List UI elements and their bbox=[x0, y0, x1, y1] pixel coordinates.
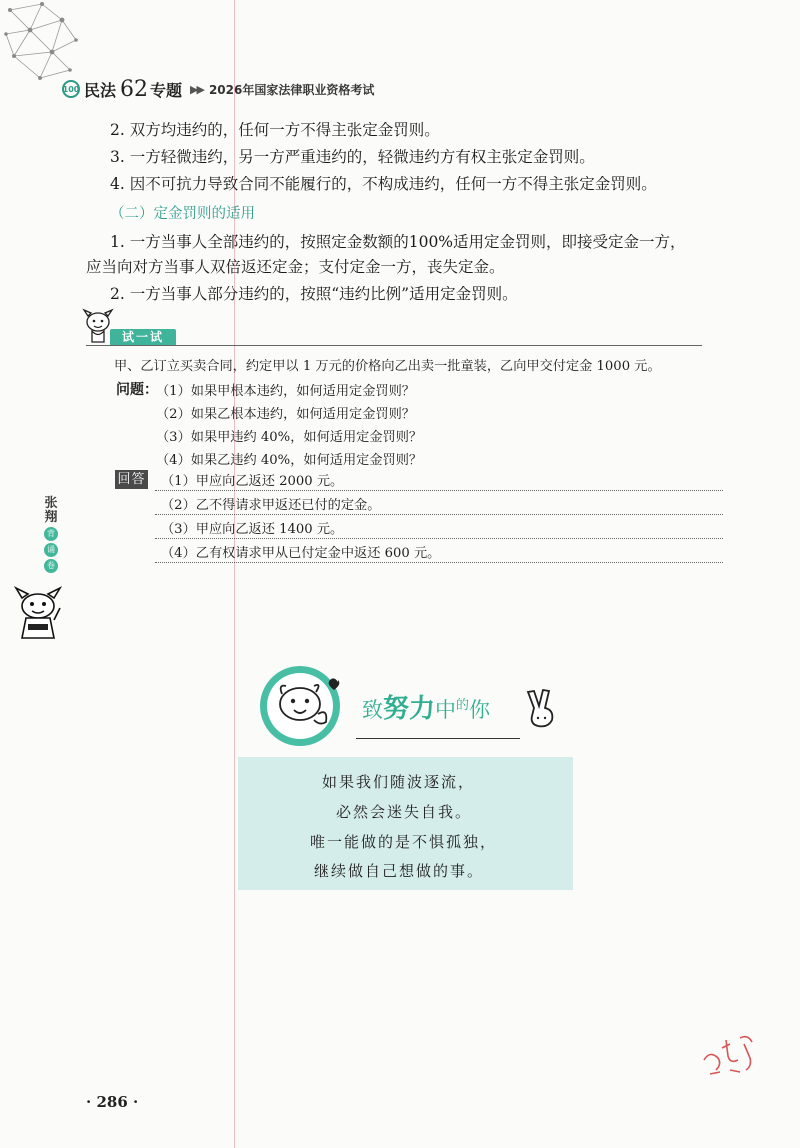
author-char-2: 翔 bbox=[44, 510, 58, 525]
stamp-icon bbox=[700, 1030, 760, 1078]
paragraph-partial-breach: 2. 一方当事人部分违约的，按照“违约比例”适用定金罚则。 bbox=[110, 285, 518, 303]
header-arrows-icon: ▶▶ bbox=[190, 82, 203, 96]
question-3: （3）如果甲违约 40%，如何适用定金罚则？ bbox=[156, 430, 423, 445]
answer-row bbox=[155, 516, 723, 539]
paragraph-rule-3: 3. 一方轻微违约，另一方严重违约的，轻微违约方有权主张定金罚则。 bbox=[110, 148, 595, 166]
card-title-part-2: 努力 bbox=[383, 694, 436, 724]
header-topic: 专题 bbox=[150, 80, 183, 100]
answer-row bbox=[155, 468, 723, 491]
card-title bbox=[362, 688, 490, 725]
quote-line-4: 继续做自己想做的事。 bbox=[314, 862, 485, 880]
paragraph-rule-4: 4. 因不可抗力导致合同不能履行的，不构成违约，任何一方不得主张定金罚则。 bbox=[110, 175, 657, 193]
case-description: 甲、乙订立买卖合同，约定甲以 1 万元的价格向乙出卖一批童装，乙向甲交付定金 1000 元。 bbox=[114, 359, 661, 374]
questions-label: 问题： bbox=[116, 382, 158, 398]
try-it-label: 试一试 bbox=[110, 329, 176, 346]
tag-dot-1: 背 bbox=[44, 527, 58, 541]
quote-line-1: 如果我们随波逐流， bbox=[322, 773, 476, 791]
page-number: · 286 · bbox=[86, 1093, 139, 1111]
answer-2: （2）乙不得请求甲返还已付的定金。 bbox=[161, 498, 381, 513]
card-title-part-1: 致 bbox=[362, 698, 383, 722]
paragraph-full-breach-line1: 1. 一方当事人全部违约的，按照定金数额的100%适用定金罚则，即接受定金一方， bbox=[110, 233, 686, 251]
answer-row bbox=[155, 540, 723, 563]
quote-box bbox=[238, 757, 573, 890]
smiley-avatar-icon bbox=[256, 660, 352, 752]
sidebar-author-tag bbox=[40, 497, 62, 573]
running-header bbox=[62, 76, 374, 102]
paragraph-full-breach-line2: 应当向对方当事人双倍返还定金；支付定金一方，丧失定金。 bbox=[86, 258, 505, 276]
logo-badge-icon: 100 bbox=[62, 80, 80, 98]
card-title-underline bbox=[356, 738, 520, 739]
tag-dot-3: 卷 bbox=[44, 559, 58, 573]
question-2: （2）如果乙根本违约，如何适用定金罚则？ bbox=[156, 407, 415, 422]
cow-mascot-icon bbox=[14, 584, 62, 644]
paragraph-rule-2: 2. 双方均违约的，任何一方不得主张定金罚则。 bbox=[110, 121, 440, 139]
header-number: 62 bbox=[120, 76, 149, 102]
tag-dot-2: 诵 bbox=[44, 543, 58, 557]
answer-4: （4）乙有权请求甲从已付定金中返还 600 元。 bbox=[161, 546, 441, 561]
header-subject: 民法 bbox=[84, 80, 117, 100]
peace-hand-icon bbox=[524, 688, 560, 728]
header-exam-title: 2026年国家法律职业资格考试 bbox=[208, 82, 375, 97]
card-title-part-4: 的 bbox=[456, 698, 470, 713]
question-4: （4）如果乙违约 40%，如何适用定金罚则？ bbox=[156, 453, 423, 468]
question-1: （1）如果甲根本违约，如何适用定金罚则？ bbox=[156, 384, 415, 399]
quote-line-3: 唯一能做的是不惧孤独， bbox=[310, 833, 498, 851]
answer-row bbox=[155, 492, 723, 515]
card-title-part-5: 你 bbox=[469, 698, 491, 722]
card-title-part-3: 中 bbox=[435, 698, 457, 722]
author-char-1: 张 bbox=[44, 496, 58, 511]
try-it-divider bbox=[86, 345, 702, 346]
section-subheading: （二）定金罚则的适用 bbox=[110, 206, 255, 222]
answer-1: （1）甲应向乙返还 2000 元。 bbox=[161, 474, 344, 489]
answer-3: （3）甲应向乙返还 1400 元。 bbox=[161, 522, 344, 537]
answer-label: 回答 bbox=[115, 470, 148, 489]
quote-line-2: 必然会迷失自我。 bbox=[336, 803, 473, 821]
